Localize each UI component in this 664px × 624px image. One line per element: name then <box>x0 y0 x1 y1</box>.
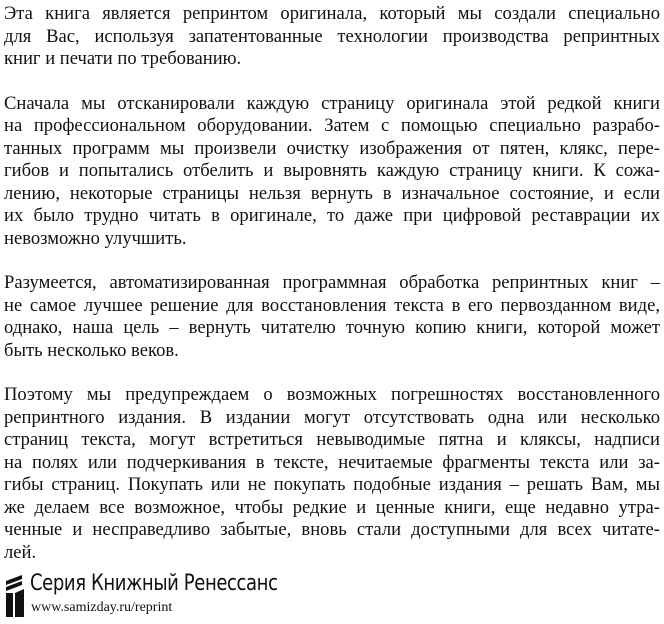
publisher-footer <box>4 571 304 621</box>
text-line: гибы страниц. Покупать или не покупать подобные издания – решать Вам, мы <box>4 474 660 495</box>
paragraph <box>4 384 660 564</box>
text-line: для Вас, используя запатентованные технологии производства репринтных <box>4 25 660 47</box>
text-line: на полях или подчеркивания в тексте, нечитаемые фрагменты текста или за- <box>4 451 660 473</box>
paragraph <box>4 93 660 251</box>
text-line: невозможно улучшить. <box>4 227 187 249</box>
text-line: репринтного издания. В издании могут отсутствовать одна или несколько <box>4 406 660 428</box>
text-line: гибов и попытались отбелить и выровнять каждую страницу книги. К сожа- <box>4 160 660 181</box>
text-line: танных программ мы произвели очистку изображения от пятен, клякс, пере- <box>4 137 660 159</box>
text-line: лению, некоторые страницы нельзя вернуть в изначальное состояние, и если <box>4 182 660 204</box>
document-body <box>4 3 660 586</box>
paragraph <box>4 3 660 71</box>
text-line: быть несколько веков. <box>4 339 179 361</box>
series-title: Серия Книжный Ренессанс <box>30 571 278 596</box>
publisher-url: www.samizday.ru/reprint <box>31 600 173 615</box>
text-line: книг и печати по требованию. <box>4 48 242 69</box>
paragraph <box>4 272 660 362</box>
text-line: на профессиональном оборудовании. Затем с помощью специально разрабо- <box>4 115 660 136</box>
text-line: Сначала мы отсканировали каждую страницу оригинала этой редкой книги <box>4 92 660 114</box>
text-line: однако, наша цель – вернуть читателю точную копию книги, которой может <box>4 317 660 338</box>
text-line: лей. <box>4 541 37 563</box>
text-line: страниц текста, могут встретиться невыводимые пятна и кляксы, надписи <box>4 429 660 450</box>
text-line: ченные и несправедливо забытые, вновь стали доступными для всех читате- <box>4 519 660 540</box>
text-line: не самое лучшее решение для восстановления текста в его первозданном виде, <box>4 294 660 316</box>
text-line: Поэтому мы предупреждаем о возможных погрешностях восстановленного <box>4 384 660 405</box>
text-line: же делаем все возможное, чтобы редкие и ценные книги, еще недавно утра- <box>4 496 660 518</box>
text-line: Разумеется, автоматизированная программная обработка репринтных книг – <box>4 272 660 293</box>
text-line: их было трудно читать в оригинале, то даже при цифровой реставрации их <box>4 205 660 226</box>
book-stack-logo-icon <box>4 573 26 617</box>
text-line: Эта книга является репринтом оригинала, который мы создали специально <box>4 3 660 24</box>
